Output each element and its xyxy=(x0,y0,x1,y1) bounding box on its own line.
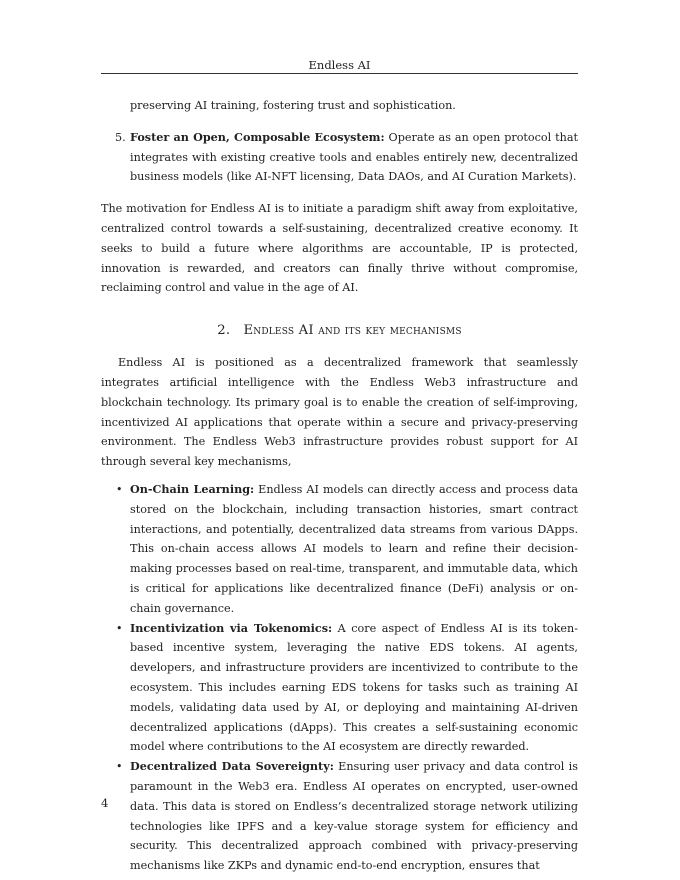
running-header: Endless AI xyxy=(308,58,371,72)
bullet-text: A core aspect of Endless AI is its token-based incentive system, leveraging the native EDS tokens. AI agents, developers, and infrastructure providers are incentivized to contribute to the ecosystem. This includes earning EDS tokens for tasks such as training AI models, validating data used by AI, or deploying and maintaining AI-driven decentralized applications (dApps). This creates a self-sustaining economic model where contributions to the AI ecosystem are directly rewarded. xyxy=(130,621,578,754)
list-item-paragraph xyxy=(130,128,578,187)
header-rule xyxy=(101,73,578,74)
motivation-paragraph: The motivation for Endless AI is to initiate a paradigm shift away from exploitative, centralized control towards a self-sustaining, decentralized creative economy. It seeks to build a future where algorithms are accountable, IP is protected, innovation is rewarded, and creators can finally thrive without compromise, reclaiming control and value in the age of AI. xyxy=(101,202,578,295)
bullet-title: Decentralized Data Sovereignty: xyxy=(130,759,334,774)
intro-paragraph: Endless AI is positioned as a decentralized framework that seamlessly integrates artificial intelligence with the Endless Web3 infrastructure and blockchain technology. Its primary goal is to enable the creation of self-improving, incentivized AI applications that operate within a secure and privacy-preserving environment. The Endless Web3 infrastructure provides robust support for AI through several key mechanisms, xyxy=(101,356,578,469)
mechanism-list xyxy=(101,480,578,876)
list-number: 5. xyxy=(115,130,126,144)
bullet-icon: • xyxy=(116,621,123,635)
bullet-title: Incentivization via Tokenomics: xyxy=(130,620,333,635)
section-heading xyxy=(101,321,578,341)
list-item-title: Foster an Open, Composable Ecosystem: xyxy=(130,129,385,144)
continued-list-item-text: preserving AI training, fostering trust and sophistication. xyxy=(130,99,456,112)
list-item-text: Operate as an open protocol that integrates with existing creative tools and enables entirely new, decentralized business models (like AI-NFT licensing, Data DAOs, and AI Curation Markets). xyxy=(130,130,579,184)
list-item-paragraph xyxy=(130,619,578,758)
numbered-list-item-5 xyxy=(101,128,578,187)
list-item-paragraph xyxy=(130,757,578,876)
bullet-icon: • xyxy=(116,760,123,774)
list-item xyxy=(101,619,578,758)
page-number: 4 xyxy=(101,796,109,810)
bullet-text: Ensuring user privacy and data control is paramount in the Web3 era. Endless AI operates on encrypted, user-owned data. This data is stored on Endless’s decentralized storage network utilizing technologies like IPFS and a key-value storage system for efficiency and security. This decentralized approach combined with privacy-preserving mechanisms like ZKPs and dynamic end-to-end encryption, ensures that xyxy=(130,760,578,873)
page-body xyxy=(101,96,578,876)
bullet-icon: • xyxy=(116,482,123,496)
section-title: Endless AI and its key mechanisms xyxy=(243,323,462,339)
bullet-text: Endless AI models can directly access and process data stored on the blockchain, including transaction histories, smart contract interactions, and potentially, decentralized data streams from various DApps. This on-chain access allows AI models to learn and refine their decision-making processes based on real-time, transparent, and immutable data, which is critical for applications like decentralized finance (DeFi) analysis or on-chain governance. xyxy=(130,482,578,615)
list-item-paragraph xyxy=(130,480,578,619)
list-item xyxy=(101,480,578,619)
bullet-title: On-Chain Learning: xyxy=(130,481,255,496)
section-number: 2. xyxy=(217,323,231,339)
list-item xyxy=(101,757,578,876)
